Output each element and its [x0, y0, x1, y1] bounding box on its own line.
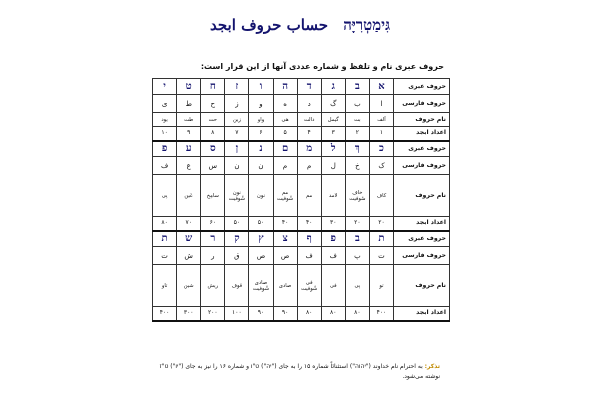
hebrew-letter-cell: ת [369, 231, 393, 247]
hebrew-letter-cell: ש [177, 231, 201, 247]
letter-name-cell: عَین [177, 175, 201, 217]
table-row [153, 95, 450, 113]
letter-name-cell: فی شُوفیت [297, 265, 321, 307]
persian-letter-cell: ص [273, 247, 297, 265]
hebrew-letter-cell: ה [273, 79, 297, 95]
hebrew-letter-cell: ו [249, 79, 273, 95]
abjad-number-cell: ۱۰۰ [225, 307, 249, 321]
table-row [153, 265, 450, 307]
abjad-number-cell: ۸۰ [297, 307, 321, 321]
abjad-number-cell: ۳ [321, 127, 345, 141]
row-label: اعداد ابجد [394, 307, 450, 321]
row-label: حروف فارسی [394, 157, 450, 175]
abjad-number-cell: ۳۰۰ [177, 307, 201, 321]
abjad-number-cell: ۸۰ [153, 217, 177, 231]
hebrew-letter-cell: פ [153, 141, 177, 157]
hebrew-letter-cell: ד [297, 79, 321, 95]
note-label: تذکر: [424, 363, 440, 370]
hebrew-letter-cell: מ [297, 141, 321, 157]
persian-letter-cell: ن [249, 157, 273, 175]
table-row [153, 175, 450, 217]
row-label: نام حروف [394, 175, 450, 217]
letter-name-cell: واو [249, 113, 273, 127]
persian-letter-cell: ط [177, 95, 201, 113]
row-label: حروف عبری [394, 141, 450, 157]
persian-letter-cell: ح [201, 95, 225, 113]
letter-name-cell: صادی [273, 265, 297, 307]
abjad-number-cell: ۸ [201, 127, 225, 141]
abjad-number-cell: ۴۰ [273, 217, 297, 231]
letter-name-cell: سامِخ [201, 175, 225, 217]
letter-name-cell: پی [345, 265, 369, 307]
abjad-number-cell: ۴۰۰ [153, 307, 177, 321]
letter-name-cell: مم شُوفیت [273, 175, 297, 217]
hebrew-letter-cell: ת [153, 231, 177, 247]
table-row [153, 307, 450, 321]
abjad-number-cell: ۵۰ [225, 217, 249, 231]
persian-letter-cell: ف [297, 247, 321, 265]
letter-name-cell: قوف [225, 265, 249, 307]
abjad-number-cell: ۴۰ [297, 217, 321, 231]
letter-name-cell: نون شُوفیت [225, 175, 249, 217]
title-hebrew: גִּימַטְרִיָּה [343, 16, 391, 34]
persian-letter-cell: ت [369, 247, 393, 265]
table-row [153, 79, 450, 95]
persian-letter-cell: ف [153, 157, 177, 175]
intro-text: حروف عبری نام و تلفظ و شماره عددی آنها از این قرار است: [200, 62, 444, 71]
abjad-number-cell: ۹۰ [249, 307, 273, 321]
hebrew-letter-cell: פ [321, 231, 345, 247]
hebrew-letter-cell: נ [249, 141, 273, 157]
hebrew-letter-cell: ע [177, 141, 201, 157]
hebrew-letter-cell: ק [225, 231, 249, 247]
letter-name-cell: خاف سُوفیت [345, 175, 369, 217]
persian-letter-cell: ل [321, 157, 345, 175]
table-row [153, 141, 450, 157]
table-row [153, 157, 450, 175]
abjad-number-cell: ۲ [345, 127, 369, 141]
letter-name-cell: پی [153, 175, 177, 217]
abjad-number-cell: ۸۰ [345, 307, 369, 321]
letter-name-cell: مم [297, 175, 321, 217]
row-label: حروف عبری [394, 79, 450, 95]
persian-letter-cell: د [297, 95, 321, 113]
letter-name-cell: زین [225, 113, 249, 127]
letter-name-cell: حت [201, 113, 225, 127]
abjad-number-cell: ۴۰۰ [369, 307, 393, 321]
letter-name-cell: صادی شُوفیت [249, 265, 273, 307]
row-label: حروف عبری [394, 231, 450, 247]
abjad-number-cell: ۷ [225, 127, 249, 141]
hebrew-letter-cell: ט [177, 79, 201, 95]
abjad-number-cell: ۵ [273, 127, 297, 141]
persian-letter-cell: ک [369, 157, 393, 175]
hebrew-letter-cell: ץ [249, 231, 273, 247]
abjad-number-cell: ۴ [297, 127, 321, 141]
letter-name-cell: طت [177, 113, 201, 127]
title-persian: حساب حروف ابجد [209, 16, 329, 34]
persian-letter-cell: ن [225, 157, 249, 175]
persian-letter-cell: ع [177, 157, 201, 175]
hebrew-letter-cell: ר [201, 231, 225, 247]
persian-letter-cell: پ [345, 247, 369, 265]
hebrew-letter-cell: י [153, 79, 177, 95]
abjad-number-cell: ۱۰ [153, 127, 177, 141]
letter-name-cell: آلف [369, 113, 393, 127]
abjad-number-cell: ۶۰ [201, 217, 225, 231]
persian-letter-cell: ر [201, 247, 225, 265]
persian-letter-cell: ب [345, 95, 369, 113]
persian-letter-cell: ا [369, 95, 393, 113]
persian-letter-cell: م [297, 157, 321, 175]
abjad-number-cell: ۹۰ [273, 307, 297, 321]
persian-letter-cell: س [201, 157, 225, 175]
letter-name-cell: لامد [321, 175, 345, 217]
row-label: اعداد ابجد [394, 217, 450, 231]
letter-name-cell: فی [321, 265, 345, 307]
letter-name-cell: نون [249, 175, 273, 217]
hebrew-letter-cell: ךְ [345, 141, 369, 157]
abjad-number-cell: ۷۰ [177, 217, 201, 231]
row-label: اعداد ابجد [394, 127, 450, 141]
hebrew-letter-cell: א [369, 79, 393, 95]
persian-letter-cell: و [249, 95, 273, 113]
hebrew-letter-cell: ל [321, 141, 345, 157]
hebrew-letter-cell: ן [225, 141, 249, 157]
table-row [153, 231, 450, 247]
persian-letter-cell: گ [321, 95, 345, 113]
table-row [153, 127, 450, 141]
row-label: نام حروف [394, 113, 450, 127]
persian-letter-cell: ش [177, 247, 201, 265]
hebrew-letter-cell: ב [345, 231, 369, 247]
row-label: حروف فارسی [394, 95, 450, 113]
letter-name-cell: ریش [201, 265, 225, 307]
abjad-number-cell: ۹ [177, 127, 201, 141]
persian-letter-cell: ه [273, 95, 297, 113]
letter-name-cell: شین [177, 265, 201, 307]
abjad-number-cell: ۵۰ [249, 217, 273, 231]
table-row [153, 247, 450, 265]
persian-letter-cell: ف [321, 247, 345, 265]
letter-name-cell: هی [273, 113, 297, 127]
letter-name-cell: بت [345, 113, 369, 127]
letter-name-cell: تاو [153, 265, 177, 307]
abjad-number-cell: ۳۰ [321, 217, 345, 231]
abjad-number-cell: ۸۰ [321, 307, 345, 321]
hebrew-letter-cell: ז [225, 79, 249, 95]
persian-letter-cell: ت [153, 247, 177, 265]
row-label: نام حروف [394, 265, 450, 307]
abjad-number-cell: ۱ [369, 127, 393, 141]
persian-letter-cell: ق [225, 247, 249, 265]
row-label: حروف فارسی [394, 247, 450, 265]
table-row [153, 217, 450, 231]
persian-letter-cell: ز [225, 95, 249, 113]
note-paragraph [154, 362, 440, 382]
persian-letter-cell: م [273, 157, 297, 175]
abjad-number-cell: ۶ [249, 127, 273, 141]
hebrew-letter-cell: צ [273, 231, 297, 247]
letter-name-cell: دالت [297, 113, 321, 127]
hebrew-letter-cell: ג [321, 79, 345, 95]
letter-name-cell: کاف [369, 175, 393, 217]
letter-name-cell: گیمل [321, 113, 345, 127]
abjad-number-cell: ۲۰ [345, 217, 369, 231]
hebrew-letter-cell: ב [345, 79, 369, 95]
page-title [0, 16, 600, 35]
hebrew-letter-cell: ם [273, 141, 297, 157]
note-text: به احترام نام خداوند ("יהוה") استثنائاً شماره ۱۵ را به جای ("יה") ט"ו و شماره ۱۶ را نیز به جای ("יו") ט"ז نوشته می‌شود. [159, 363, 440, 380]
abjad-number-cell: ۲۰۰ [201, 307, 225, 321]
abjad-number-cell: ۲۰ [369, 217, 393, 231]
letter-name-cell: تو [369, 265, 393, 307]
table-row [153, 113, 450, 127]
letter-name-cell: یود [153, 113, 177, 127]
persian-letter-cell: ی [153, 95, 177, 113]
persian-letter-cell: خ [345, 157, 369, 175]
persian-letter-cell: ص [249, 247, 273, 265]
hebrew-letter-cell: ס [201, 141, 225, 157]
hebrew-letter-cell: ף [297, 231, 321, 247]
abjad-table [152, 78, 450, 322]
hebrew-letter-cell: ח [201, 79, 225, 95]
hebrew-letter-cell: כ [369, 141, 393, 157]
